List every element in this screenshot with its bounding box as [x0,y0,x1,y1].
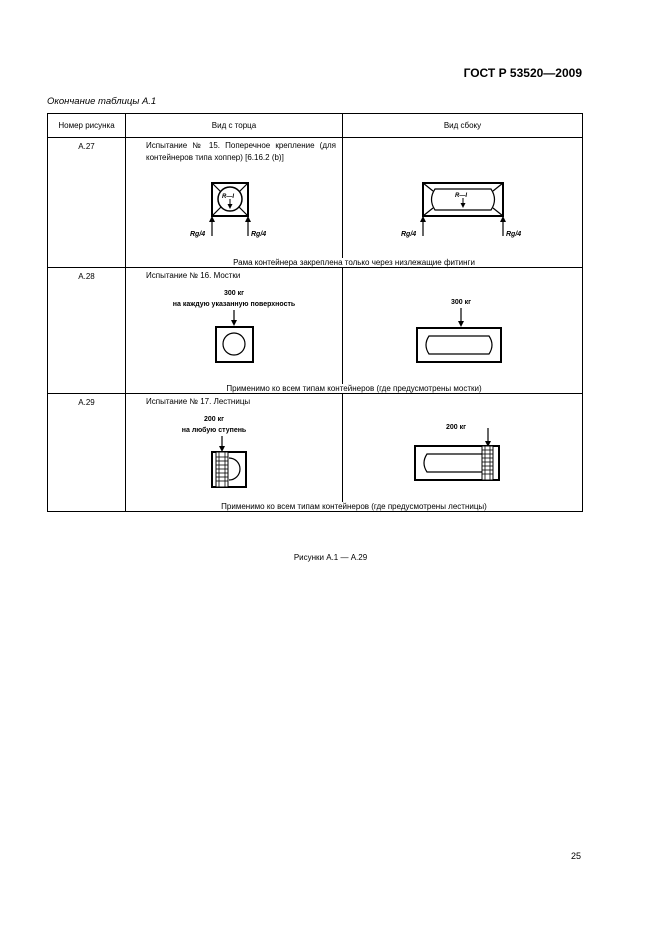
col-header-end-view: Вид с торца [126,114,343,138]
table-caption: Окончание таблицы А.1 [47,96,157,107]
side-view-diagram [343,268,583,384]
table-row [48,268,583,385]
side-view-diagram [343,138,583,258]
load-label: 200 кг [445,424,467,431]
figures-table [47,113,583,512]
left-load-label: Rg/4 [190,231,206,238]
load-location-label: на каждую указанную поверхность [172,301,296,308]
col-header-side-view: Вид сбоку [343,114,583,138]
load-location-label: на любую ступень [181,427,247,434]
row-note: Применимо ко всем типам контейнеров (где предусмотрены лестницы) [126,502,583,512]
test-description: Испытание № 15. Поперечное крепление (для контейнеров типа хоппер) [6.16.2 (b)] [146,141,336,162]
right-load-label: Rg/4 [506,231,522,238]
load-label: 300 кг [450,299,472,306]
end-view-diagram [126,394,343,502]
row-note: Рама контейнера закреплена только через низлежащие фитинги [126,258,583,268]
test-description: Испытание № 16. Мостки [146,271,241,280]
figure-number: А.27 [48,138,126,268]
test-description: Испытание № 17. Лестницы [146,397,251,406]
right-load-label: Rg/4 [251,231,267,238]
force-label: R—I [455,193,467,199]
table-header-row [48,114,583,138]
row-note: Применимо ко всем типам контейнеров (где предусмотрены мостки) [126,384,583,394]
force-label: R—I [222,194,234,200]
standard-header: ГОСТ Р 53520—2009 [463,66,582,80]
side-view-diagram [343,394,583,502]
page-number: 25 [570,851,581,861]
left-load-label: Rg/4 [401,231,417,238]
figure-caption: Рисунки А.1 — А.29 [293,553,368,562]
figure-number: А.28 [48,268,126,394]
col-header-num: Номер рисунка [48,114,126,138]
load-label: 300 кг [223,290,245,297]
table-row [48,394,583,503]
load-label: 200 кг [203,416,225,423]
end-view-diagram [126,268,343,384]
table-row [48,138,583,259]
figure-number: А.29 [48,394,126,512]
